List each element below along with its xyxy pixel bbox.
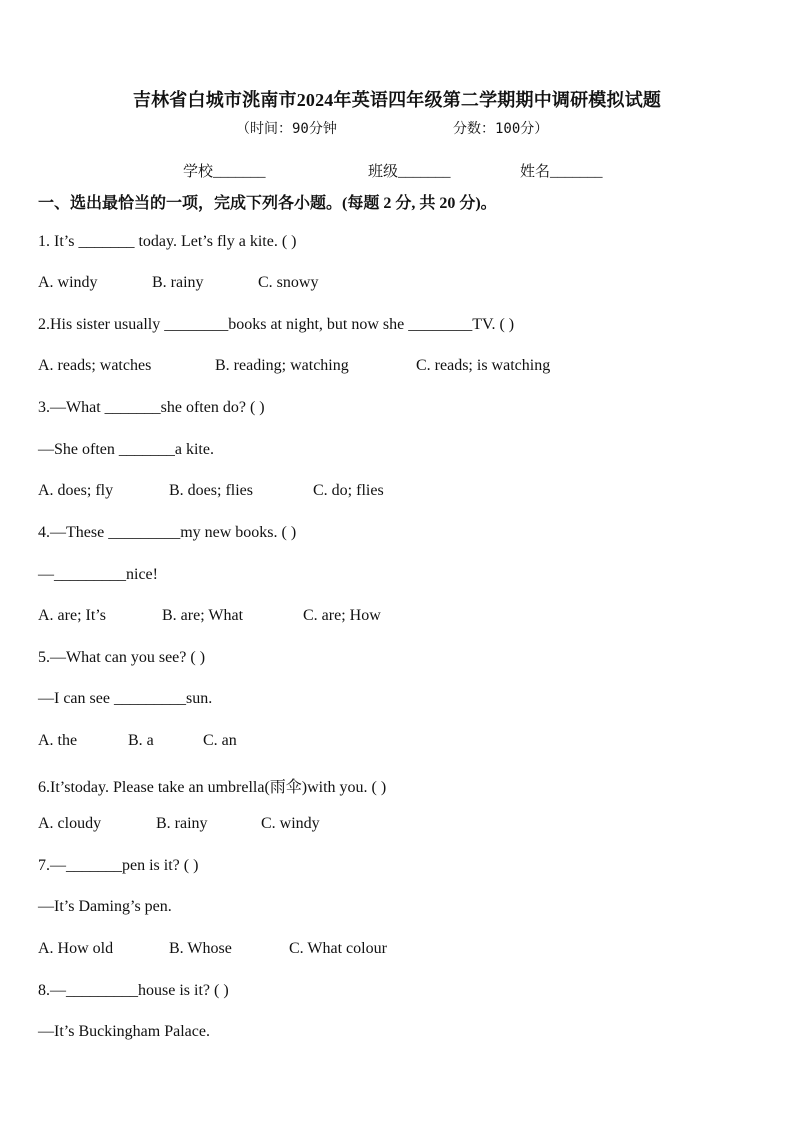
question-1-stem: 1. It’s _______ today. Let’s fly a kite. ( ) [38, 233, 297, 250]
question-3-options [38, 482, 384, 500]
option-c[interactable]: C. windy [261, 815, 320, 832]
question-7-options [38, 940, 387, 958]
question-5-stem: 5.—What can you see? ( ) [38, 649, 206, 666]
section-heading: 一、选出最恰当的一项，完成下列各小题。(每题 2 分, 共 20 分)。 [38, 195, 497, 212]
option-a[interactable]: A. reads; watches [38, 357, 152, 374]
option-c[interactable]: C. an [203, 732, 237, 749]
question-7-stem: 7.—_______pen is it? ( ) [38, 857, 199, 874]
option-b[interactable]: B. does; flies [169, 482, 253, 499]
option-a[interactable]: A. are; It’s [38, 607, 106, 624]
question-8-stem: 8.—_________house is it? ( ) [38, 982, 229, 999]
name-field[interactable]: 姓名_______ [520, 164, 603, 180]
option-b[interactable]: B. reading; watching [215, 357, 349, 374]
option-c[interactable]: C. snowy [258, 274, 319, 291]
option-b[interactable]: B. Whose [169, 940, 232, 957]
question-6-stem: 6.It’stoday. Please take an umbrella(雨伞)with you. ( ) [38, 779, 387, 796]
question-7-answer-line: —It’s Daming’s pen. [38, 898, 172, 915]
question-1-options [38, 274, 318, 292]
question-3-stem: 3.—What _______she often do? ( ) [38, 399, 265, 416]
question-3-answer-line: —She often _______a kite. [38, 441, 214, 458]
option-a[interactable]: A. windy [38, 274, 98, 291]
option-a[interactable]: A. cloudy [38, 815, 102, 832]
question-6-options [38, 815, 320, 833]
exam-title: 吉林省白城市洮南市2024年英语四年级第二学期期中调研模拟试题 [132, 90, 662, 110]
option-a[interactable]: A. the [38, 732, 78, 749]
class-field[interactable]: 班级_______ [368, 164, 451, 180]
option-c[interactable]: C. What colour [289, 940, 387, 957]
option-b[interactable]: B. rainy [152, 274, 204, 291]
exam-time: （时间：90分钟 [236, 121, 337, 137]
option-c[interactable]: C. are; How [303, 607, 381, 624]
option-b[interactable]: B. a [128, 732, 154, 749]
question-4-options [38, 607, 381, 625]
option-a[interactable]: A. does; fly [38, 482, 114, 499]
option-c[interactable]: C. do; flies [313, 482, 384, 499]
option-b[interactable]: B. are; What [162, 607, 244, 624]
option-c[interactable]: C. reads; is watching [416, 357, 551, 374]
question-5-answer-line: —I can see _________sun. [38, 690, 213, 707]
question-2-stem: 2.His sister usually ________books at night, but now she ________TV. ( ) [38, 316, 515, 333]
exam-score: 分数：100分） [453, 121, 549, 137]
option-b[interactable]: B. rainy [156, 815, 208, 832]
question-2-options [38, 357, 550, 375]
school-field[interactable]: 学校_______ [183, 164, 266, 180]
question-5-options [38, 732, 237, 750]
question-8-answer-line: —It’s Buckingham Palace. [38, 1023, 210, 1040]
option-a[interactable]: A. How old [38, 940, 114, 957]
question-4-stem: 4.—These _________my new books. ( ) [38, 524, 297, 541]
question-4-answer-line: —_________nice! [38, 566, 158, 583]
